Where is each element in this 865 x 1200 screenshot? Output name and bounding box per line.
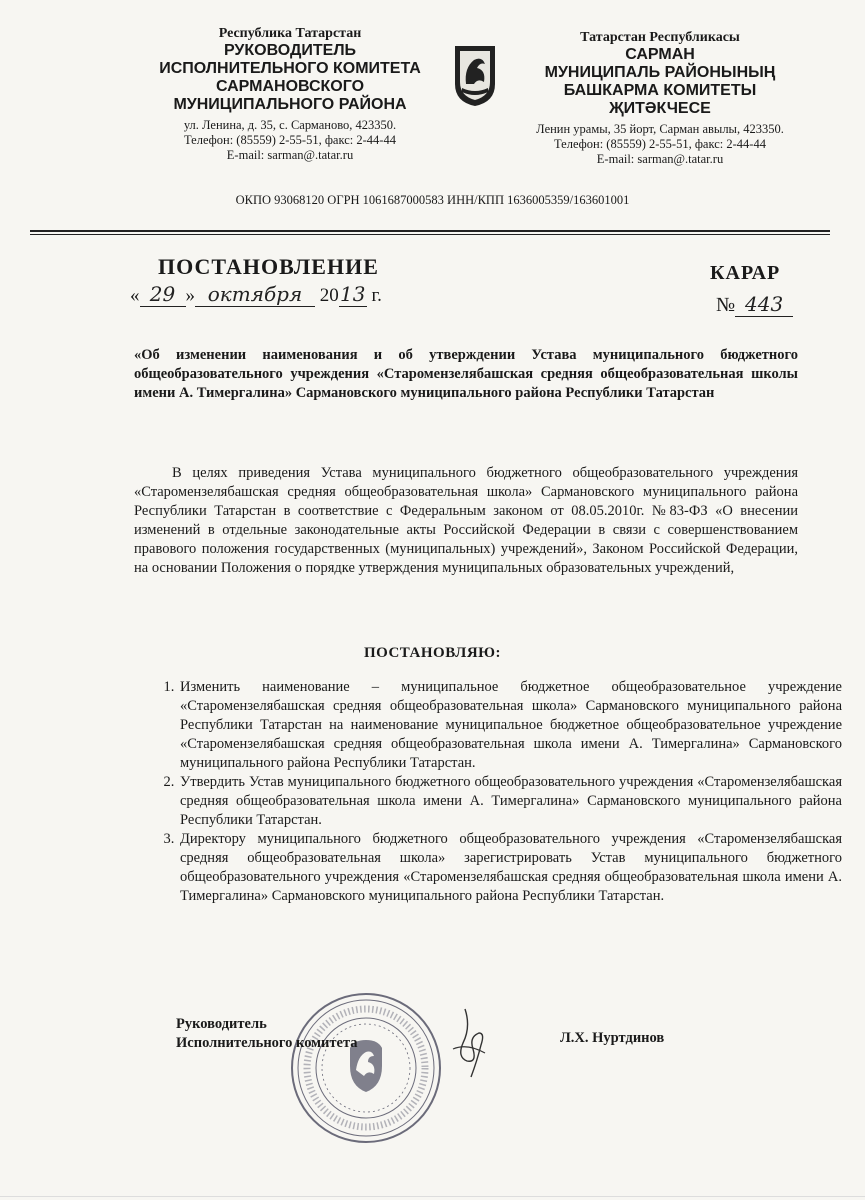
header-right-line3: БАШКАРМА КОМИТЕТЫ [563, 82, 757, 99]
preamble-paragraph: В целях приведения Устава муниципального бюджетного общеобразовательного учреждения «Старомензелябашская средняя общеобразовательная школа» Сармановского муниципального района Республики Татарстан в соответствие с Федеральным законом от 08.05.2010г. №83-ФЗ «О внесении изменений в отдельные законодательные акты Российской Федерации в связи с совершенствованием правового положения государственных (муниципальных) учреждений», Законом Российской Федерации, на основании Положения о порядке утверждения муниципальных образовательных учреждений, [134, 465, 798, 576]
header-divider [30, 230, 830, 232]
header-left-email: E-mail: sarman@.tatar.ru [226, 148, 354, 162]
signatory-position-line2: Исполнительного комитета [176, 1035, 358, 1051]
resolution-item: 1. Изменить наименование – муниципальное бюджетное общеобразовательное учреждение «Старомензелябашская средняя общеобразовательная школа» Сармановского муниципального района Республики Татарстан на наименование муниципальное бюджетное общеобразовательное учреждение «Старомензелябашская средняя общеобразовательная школа имени А. Тимергалина» Сармановского муниципального района Республики Татарстан. [178, 678, 842, 773]
header-left-republic: Республика Татарстан [218, 26, 362, 41]
document-title-tatar: КАРАР [710, 262, 781, 284]
date-day: 29 [140, 282, 186, 307]
date-month: октября [195, 282, 315, 307]
date-quote-open: « [130, 285, 140, 306]
handwritten-signature [445, 1003, 495, 1083]
document-title: ПОСТАНОВЛЕНИЕ [158, 254, 379, 279]
header-left-line4: МУНИЦИПАЛЬНОГО РАЙОНА [173, 96, 407, 113]
header-right [500, 30, 820, 167]
official-seal [288, 990, 444, 1146]
header-right-phone: Телефон: (85559) 2-55-51, факс: 2-44-44 [554, 137, 766, 151]
date-year-mark: г. [371, 285, 382, 306]
signatory-name: Л.Х. Нуртдинов [560, 1030, 665, 1046]
date-year-prefix: 20 [319, 285, 339, 306]
number-value: 443 [735, 292, 793, 317]
header-divider-thin [30, 234, 830, 235]
date-year-suffix: 13 [340, 282, 366, 306]
header-right-line2: МУНИЦИПАЛЬ РАЙОНЫНЫҢ [544, 64, 776, 81]
header-left-line3: САРМАНОВСКОГО [215, 78, 365, 95]
header-right-email: E-mail: sarman@.tatar.ru [596, 152, 724, 166]
resolution-item: 2. Утвердить Устав муниципального бюджетного общеобразовательного учреждения «Старомензелябашская средняя общеобразовательная школа имени А. Тимергалина» Сармановского муниципального района Республики Татарстан. [178, 773, 842, 830]
signatory-position [176, 1015, 358, 1053]
resolution-item: 3. Директору муниципального бюджетного общеобразовательного учреждения «Старомензелябашская средняя общеобразовательная школа» зарегистрировать Устав муниципального бюджетного общеобразовательного учреждения «Старомензелябашская средняя общеобразовательная школа имени А. Тимергалина» Сармановского муниципального района Республики Татарстан. [178, 830, 842, 906]
resolution-items [134, 678, 842, 906]
resolve-heading: ПОСТАНОВЛЯЮ: [363, 645, 502, 661]
number-label: № [716, 294, 736, 316]
header-right-republic: Татарстан Республикасы [580, 30, 740, 45]
header-left-phone: Телефон: (85559) 2-55-51, факс: 2-44-44 [184, 133, 396, 147]
header-left-line1: РУКОВОДИТЕЛЬ [223, 42, 357, 59]
registration-codes: ОКПО 93068120 ОГРН 1061687000583 ИНН/КПП 1636005359/163601001 [235, 193, 630, 207]
header-right-line1: САРМАН [625, 46, 695, 63]
signatory-position-line1: Руководитель [176, 1016, 267, 1032]
resolution-subject: «Об изменении наименования и об утверждении Устава муниципального бюджетного общеобразовательного учреждения «Старомензелябашская средняя общеобразовательная школы имени А. Тимергалина» Сармановского муниципального района Республики Татарстан [134, 347, 798, 401]
header-left-address: ул. Ленина, д. 35, с. Сарманово, 423350. [183, 118, 397, 132]
page-bottom-edge [0, 1196, 865, 1197]
header-left-line2: ИСПОЛНИТЕЛЬНОГО КОМИТЕТА [159, 60, 421, 77]
header-right-line4: ҖИТӘКЧЕСЕ [609, 100, 711, 117]
header-right-address: Ленин урамы, 35 йорт, Сарман авылы, 423350. [536, 122, 784, 136]
document-number [716, 292, 793, 317]
date-quote-close: » [185, 285, 195, 306]
document-date [130, 282, 382, 307]
coat-of-arms-icon [452, 44, 498, 108]
header-left [120, 26, 460, 163]
